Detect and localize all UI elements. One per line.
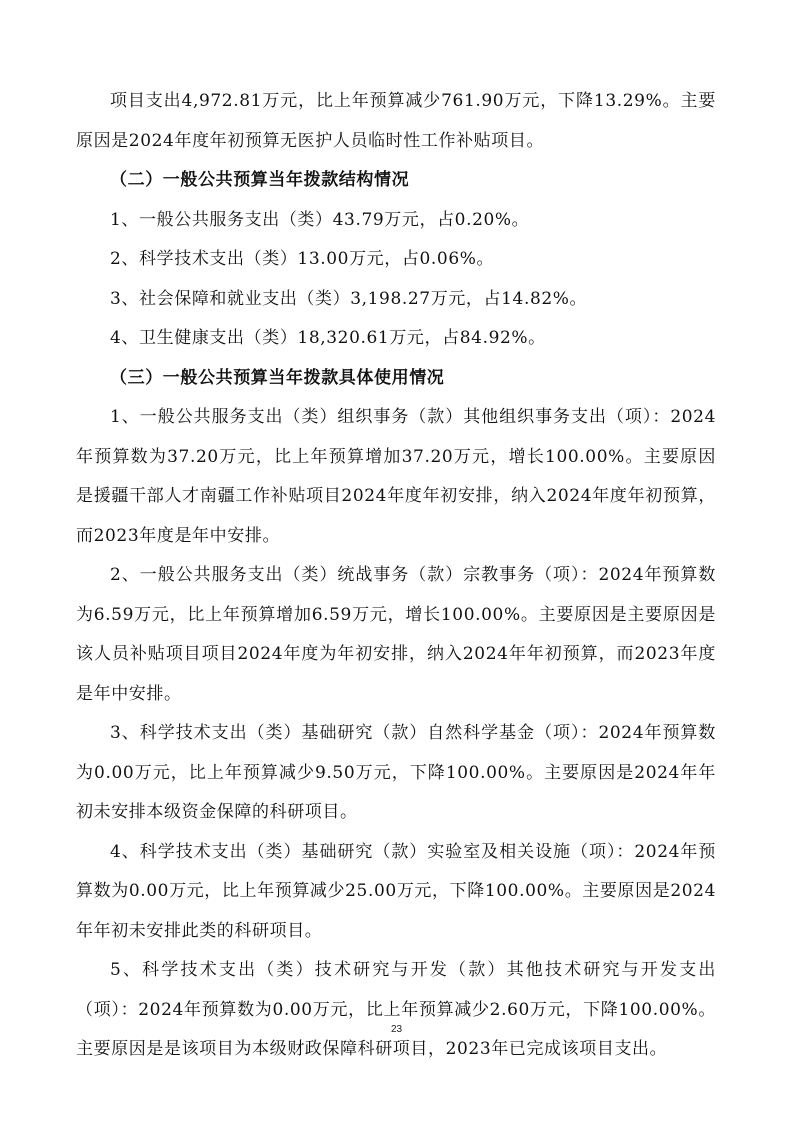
- paragraph-social-security: 3、社会保障和就业支出（类）3,198.27万元，占14.82%。: [110, 288, 588, 309]
- paragraph-usage-item-3: 3、科学技术支出（类）基础研究（款）自然科学基金（项）：2024年预算数为0.00万元，比上年预算减少9.50万元，下降100.00%。主要原因是2024年年初未安排本级资金保障的科研项目。: [76, 723, 716, 822]
- section-heading-allocation-structure: （二）一般公共预算当年拨款结构情况: [110, 170, 410, 190]
- paragraph-health: 4、卫生健康支出（类）18,320.61万元，占84.92%。: [110, 328, 546, 348]
- paragraph-usage-item-5: 5、科学技术支出（类）技术研究与开发（款）其他技术研究与开发支出（项）：2024年预算数为0.00万元，比上年预算减少2.60万元，下降100.00%。主要原因是是该项目为本级财政保障科研项目，2023年已完成该项目支出。: [76, 960, 716, 1059]
- paragraph-project-expenditure: 项目支出4,972.81万元，比上年预算减少761.90万元，下降13.29%。主要原因是2024年度年初预算无医护人员临时性工作补贴项目。: [76, 91, 716, 151]
- paragraph-general-public-services: 1、一般公共服务支出（类）43.79万元，占0.20%。: [110, 209, 530, 230]
- page-number: 23: [390, 1024, 403, 1035]
- section-heading-allocation-usage: （三）一般公共预算当年拨款具体使用情况: [110, 367, 445, 388]
- paragraph-science-technology: 2、科学技术支出（类）13.00万元，占0.06%。: [110, 249, 495, 269]
- paragraph-usage-item-4: 4、科学技术支出（类）基础研究（款）实验室及相关设施（项）：2024年预算数为0.00万元，比上年预算减少25.00万元，下降100.00%。主要原因是2024年年初未安排此类的科研项目。: [76, 841, 716, 941]
- paragraph-usage-item-1: 1、一般公共服务支出（类）组织事务（款）其他组织事务支出（项）：2024年预算数为37.20万元，比上年预算增加37.20万元，增长100.00%。主要原因是援疆干部人才南疆工作补贴项目2024年度年初安排，纳入2024年度年初预算，而2023年度是年中安排。: [76, 407, 716, 546]
- document-body: [76, 82, 716, 1070]
- paragraph-usage-item-2: 2、一般公共服务支出（类）统战事务（款）宗教事务（项）：2024年预算数为6.59万元，比上年预算增加6.59万元，增长100.00%。主要原因是主要原因是该人员补贴项目项目2024年度为年初安排，纳入2024年年初预算，而2023年度是年中安排。: [76, 565, 716, 704]
